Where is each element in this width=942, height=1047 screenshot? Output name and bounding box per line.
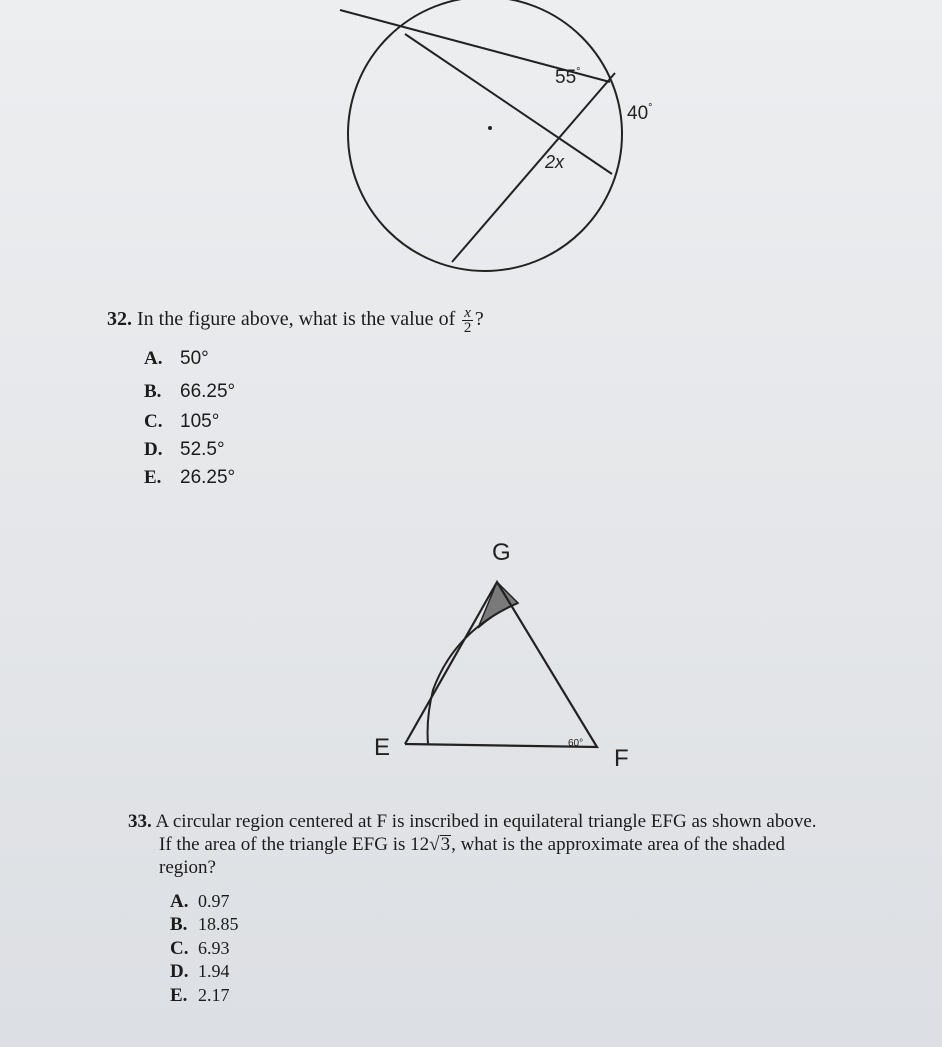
circle-chords-figure — [0, 0, 942, 300]
q32-text: In the figure above, what is the value of — [137, 308, 456, 331]
q32-question-mark: ? — [474, 308, 484, 331]
q33-stem — [128, 810, 928, 879]
q32-number: 32. — [107, 308, 132, 331]
q32-choice-c[interactable]: C. 105° — [144, 411, 220, 432]
center-dot — [488, 126, 492, 130]
label-2x: 2x — [545, 152, 565, 172]
q33-choice-a[interactable]: A. 0.97 — [170, 891, 230, 912]
triangle-figure — [0, 520, 942, 780]
q33-choice-c[interactable]: C. 6.93 — [170, 938, 230, 959]
vertex-f: F — [614, 745, 629, 772]
q33-line3: region? — [159, 857, 216, 878]
vertex-e: E — [374, 734, 391, 761]
q32-choice-b[interactable]: B. 66.25° — [144, 381, 236, 402]
label-40: 40° — [627, 102, 653, 124]
q32-fraction — [462, 306, 473, 335]
vertex-g: G — [492, 539, 511, 566]
q32-frac-numerator: x — [464, 305, 471, 321]
chord-diagonal-long — [452, 73, 615, 262]
q32-choice-d[interactable]: D. 52.5° — [144, 439, 225, 460]
q32-frac-denominator: 2 — [463, 320, 472, 336]
q33-area-value: 12√3 — [410, 834, 451, 855]
q33-line1: 33. A circular region centered at F is inscribed in equilateral triangle EFG as shown above. — [128, 811, 817, 832]
circle — [348, 0, 622, 271]
angle-label: 60° — [568, 738, 584, 749]
q33-line2: If the area of the triangle EFG is 12√3, what is the approximate area of the shaded — [159, 834, 786, 855]
q33-choice-b[interactable]: B. 18.85 — [170, 914, 239, 935]
q32-choice-e[interactable]: E. 26.25° — [144, 467, 236, 488]
q32-choice-a[interactable]: A. 50° — [144, 348, 209, 369]
q33-choice-e[interactable]: E. 2.17 — [170, 985, 230, 1006]
label-55: 55° — [555, 66, 581, 88]
q32-stem — [107, 306, 484, 335]
q33-choice-d[interactable]: D. 1.94 — [170, 961, 230, 982]
